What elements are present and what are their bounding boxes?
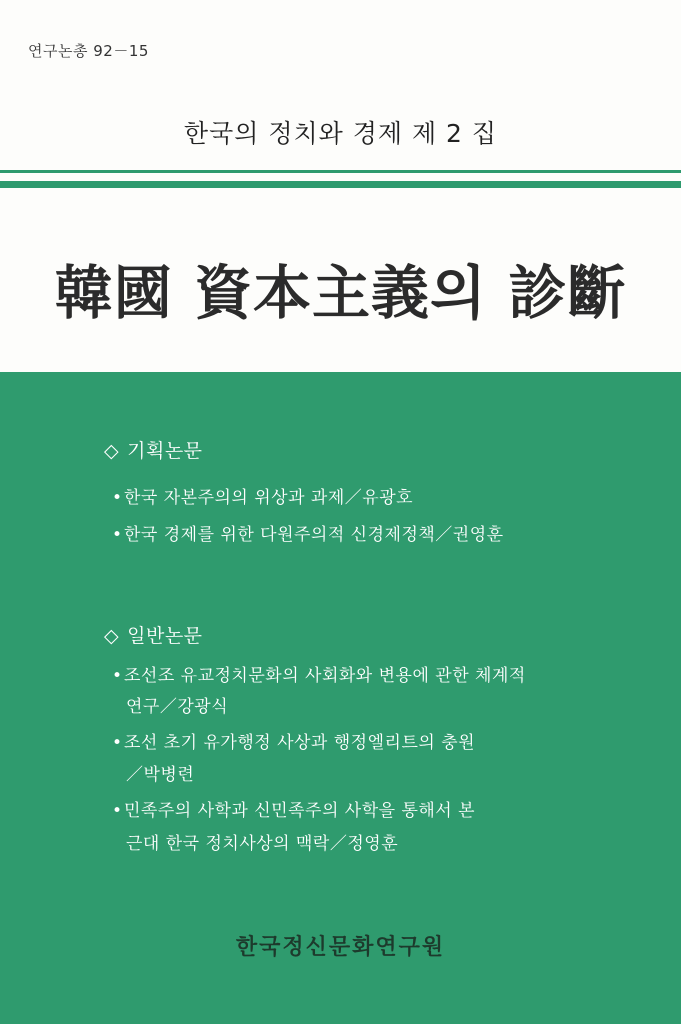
article-title: 한국 자본주의의 위상과 과제／유광호 — [124, 488, 414, 508]
cover-contents-panel — [0, 372, 681, 1024]
article-title-continued: 근대 한국 정치사상의 맥락／정영훈 — [126, 834, 399, 854]
section-heading-planned — [104, 436, 203, 463]
article-title: 민족주의 사학과 신민족주의 사학을 통해서 본 — [124, 801, 476, 821]
cover-top-panel — [0, 0, 681, 372]
bullet-icon: • — [112, 801, 123, 821]
article-title: 한국 경제를 위한 다원주의적 신경제정책／권영훈 — [124, 525, 504, 545]
divider-thin — [0, 170, 681, 173]
section-title: 기획논문 — [127, 440, 203, 462]
list-item — [112, 796, 475, 821]
diamond-icon: ◇ — [104, 625, 120, 647]
article-title-continued: ／박병련 — [126, 765, 195, 785]
article-title: 조선조 유교정치문화의 사회화와 변용에 관한 체계적 — [124, 666, 526, 686]
series-number: 연구논총 92－15 — [28, 42, 149, 60]
list-item — [112, 728, 475, 753]
publisher-name: 한국정신문화연구원 — [235, 935, 446, 960]
list-item — [112, 483, 413, 508]
bullet-icon: • — [112, 733, 123, 753]
divider-thick — [0, 181, 681, 188]
bullet-icon: • — [112, 488, 123, 508]
list-item — [112, 520, 504, 545]
section-title: 일반논문 — [127, 625, 203, 647]
volume-subtitle: 한국의 정치와 경제 제 2 집 — [183, 119, 498, 148]
bullet-icon: • — [112, 525, 123, 545]
section-heading-general — [104, 621, 203, 648]
article-title: 조선 초기 유가행정 사상과 행정엘리트의 충원 — [124, 733, 476, 753]
article-title-continued: 연구／강광식 — [126, 697, 229, 717]
book-title: 韓國 資本主義의 診斷 — [54, 259, 627, 327]
list-item — [112, 661, 526, 686]
bullet-icon: • — [112, 666, 123, 686]
diamond-icon: ◇ — [104, 440, 120, 462]
